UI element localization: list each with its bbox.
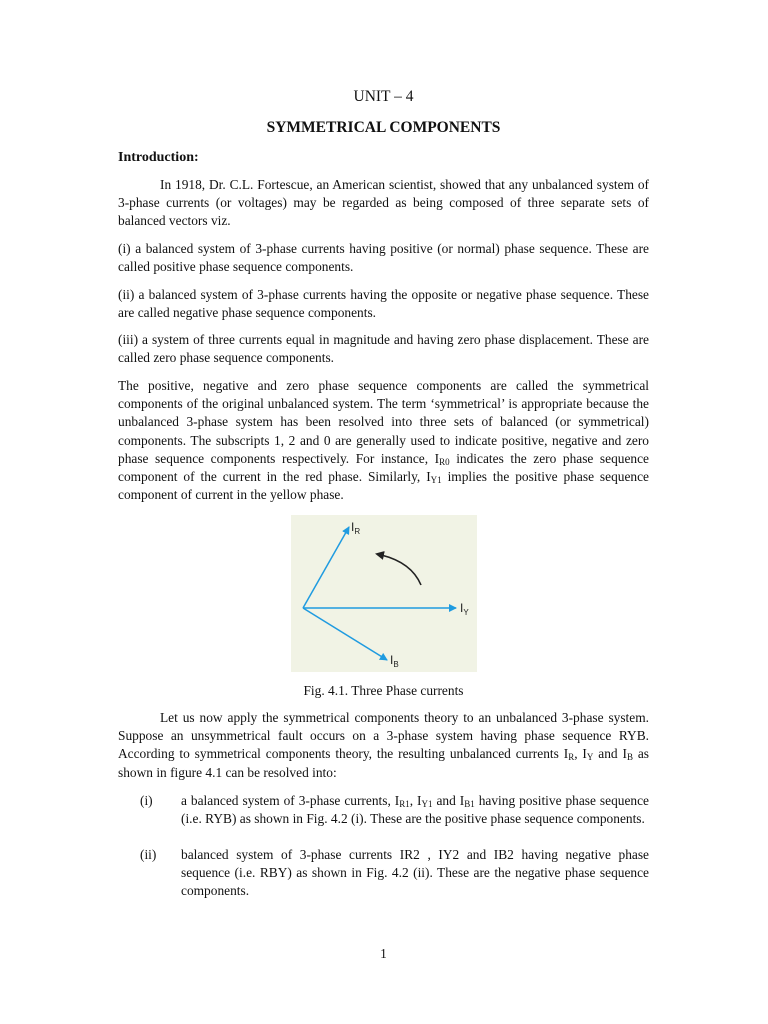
label-ir: $I_R$ — [351, 520, 361, 536]
list-item-number: (ii) — [140, 847, 157, 862]
page-number: 1 — [380, 946, 387, 961]
list-item-text: balanced system of 3-phase currents IR2 , IY2 and IB2 having negative phase sequence (i.e. RBY) as shown in Fig. 4.2 (ii). These are the negative phase sequence components. — [181, 847, 649, 899]
section-heading: Introduction: — [118, 150, 199, 165]
three-phase-currents-figure — [291, 515, 477, 672]
phasor-diagram — [291, 515, 477, 672]
paragraph-positive-sequence: (i) a balanced system of 3-phase currents having positive (or normal) phase sequence. These are called positive phase sequence components. — [118, 241, 649, 275]
phasor-ir — [303, 527, 349, 608]
label-ib: $I_B$ — [390, 653, 399, 669]
label-iy: $I_Y$ — [460, 601, 469, 617]
paragraph-symmetrical-components: The positive, negative and zero phase sequence components are called the symmetrical components of the original unbalanced system. The term ‘symmetrical’ is appropriate because the unbalanced 3-phase system has been resolved into three sets of balanced (or symmetrical) components. The subscripts 1, 2 and 0 are generally used to indicate positive, negative and zero phase sequence components respectively. For instance, $I_{R0}$ indicates the zero phase sequence component of the current in the red phase. Similarly, $I_{Y1}$ implies the positive phase sequence component of current in the yellow phase. — [118, 378, 649, 503]
paragraph-intro: In 1918, Dr. C.L. Fortescue, an American scientist, showed that any unbalanced system of 3-phase currents (or voltages) may be regarded as being composed of three separate sets of balanced vectors viz. — [118, 177, 649, 229]
unit-heading: UNIT – 4 — [353, 88, 414, 105]
chapter-title: SYMMETRICAL COMPONENTS — [266, 119, 501, 136]
paragraph-negative-sequence: (ii) a balanced system of 3-phase currents having the opposite or negative phase sequence. These are called negative phase sequence components. — [118, 287, 649, 321]
rotation-arrow — [377, 554, 421, 585]
phasor-ib — [303, 608, 387, 660]
figure-caption: Fig. 4.1. Three Phase currents — [303, 683, 464, 698]
list-item-text: a balanced system of 3-phase currents, $I_{R1}$, $I_{Y1}$ and $I_{B1}$ having positive phase sequence (i.e. RYB) as shown in Fig. 4.2 (i). These are the positive phase sequence components. — [181, 793, 649, 827]
paragraph-apply-theory: Let us now apply the symmetrical components theory to an unbalanced 3-phase system. Suppose an unsymmetrical fault occurs on a 3-phase system having phase sequence RYB. According to symmetrical components theory, the resulting unbalanced currents $I_R$, $I_Y$ and $I_B$ as shown in figure 4.1 can be resolved into: — [118, 710, 649, 780]
paragraph-zero-sequence: (iii) a system of three currents equal in magnitude and having zero phase displacement. These are called zero phase sequence components. — [118, 332, 649, 366]
list-item-number: (i) — [140, 793, 153, 808]
